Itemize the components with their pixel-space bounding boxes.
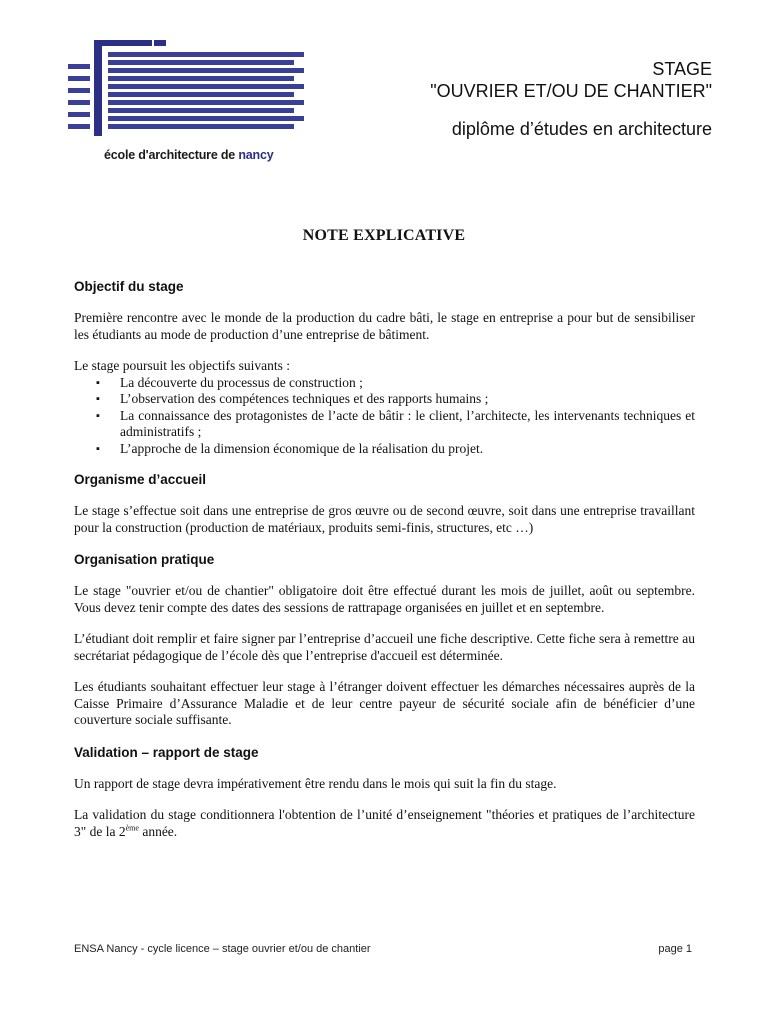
logo-bar-long [108,116,304,121]
section-organisme [74,471,695,536]
header-line-stage: STAGE [652,59,712,79]
logo-bar-long [108,76,294,81]
logo-bar-left [68,124,90,129]
logo-bar-left [68,76,90,81]
document-title: NOTE EXPLICATIVE [302,227,466,244]
logo-bar-long [108,100,304,105]
paragraph: Le stage s’effectue soit dans une entreprise de gros œuvre ou de second œuvre, soit dans une entreprise travaillant pour la construction (production de matériaux, produits semi-finis, structures, etc …) [74,503,695,535]
logo-bar-left [68,112,90,117]
logo-caption-accent: nancy [238,148,274,162]
logo-bar-left [68,100,90,105]
logo-bar-long [108,108,294,113]
document-body [74,278,695,855]
logo-caption [104,148,273,162]
logo-bar-long [108,92,294,97]
logo-bar-long [108,84,304,89]
list-item: ▪ La connaissance des protagonistes de l’acte de bâtir : le client, l’architecte, les intervenants techniques et administratifs ; [120,408,695,441]
section-validation [74,744,695,841]
paragraph-text-end: année. [138,823,178,839]
section-heading: Organisme d’accueil [74,472,207,487]
page-footer [74,943,692,955]
section-organisation [74,551,695,729]
objectives-list [74,375,695,458]
logo-stem [94,40,102,136]
list-item: ▪ La découverte du processus de construction ; [120,375,695,392]
section-heading: Objectif du stage [74,279,184,294]
logo-bar-left [68,64,90,69]
paragraph: Première rencontre avec le monde de la production du cadre bâti, le stage en entreprise a pour but de sensibiliser les étudiants au mode de production d’une entreprise de bâtiment. [74,310,695,342]
footer-left: ENSA Nancy - cycle licence – stage ouvrier et/ou de chantier [74,943,371,955]
paragraph [74,807,695,840]
list-item: ▪ L’approche de la dimension économique de la réalisation du projet. [120,441,695,458]
page-number: page 1 [658,943,692,955]
ordinal-superscript: ème [125,823,139,832]
logo-caption-prefix: école d'architecture de [104,148,239,162]
logo-bar-long [108,60,294,65]
paragraph: Un rapport de stage devra impérativement être rendu dans le mois qui suit la fin du stage. [74,775,557,791]
logo-bar-left [68,88,90,93]
section-heading: Validation – rapport de stage [74,744,259,760]
section-heading: Organisation pratique [74,552,215,567]
logo-bar-long [108,124,294,129]
logo-bars-graphic [58,36,328,146]
paragraph: Les étudiants souhaitant effectuer leur stage à l’étranger doivent effectuer les démarches nécessaires auprès de la Caisse Primaire d’Assurance Maladie et de leur centre payeur de sécurité sociale afin de bénéficier d’une couverture sociale suffisante. [74,679,695,727]
header-line-diploma: diplôme d’études en architecture [451,119,712,139]
paragraph: Le stage "ouvrier et/ou de chantier" obligatoire doit être effectué durant les mois de juillet, août ou septembre. Vous devez tenir compte des dates des sessions de rattrapage organisées en juillet et en septembre. [74,583,695,615]
list-item: ▪ L’observation des compétences techniques et des rapports humains ; [120,391,695,408]
school-logo [58,36,328,170]
logo-bar-top-tab [154,40,166,46]
section-objectif [74,278,695,457]
paragraph-text: La validation du stage conditionnera l'obtention de l’unité d’enseignement "théories et pratiques de l’architecture 3" de la 2 [74,807,695,839]
logo-bar-top [94,40,152,46]
document-header [430,58,712,140]
paragraph: L’étudiant doit remplir et faire signer par l’entreprise d’accueil une fiche descriptive. Cette fiche sera à remettre au secrétariat pédagogique de l’école dès que l’entreprise d'accueil est déterminée. [74,631,695,663]
header-line-type: "OUVRIER ET/OU DE CHANTIER" [430,81,712,101]
list-intro: Le stage poursuit les objectifs suivants : [74,358,290,373]
logo-bar-long [108,68,304,73]
logo-bar-long [108,52,304,57]
